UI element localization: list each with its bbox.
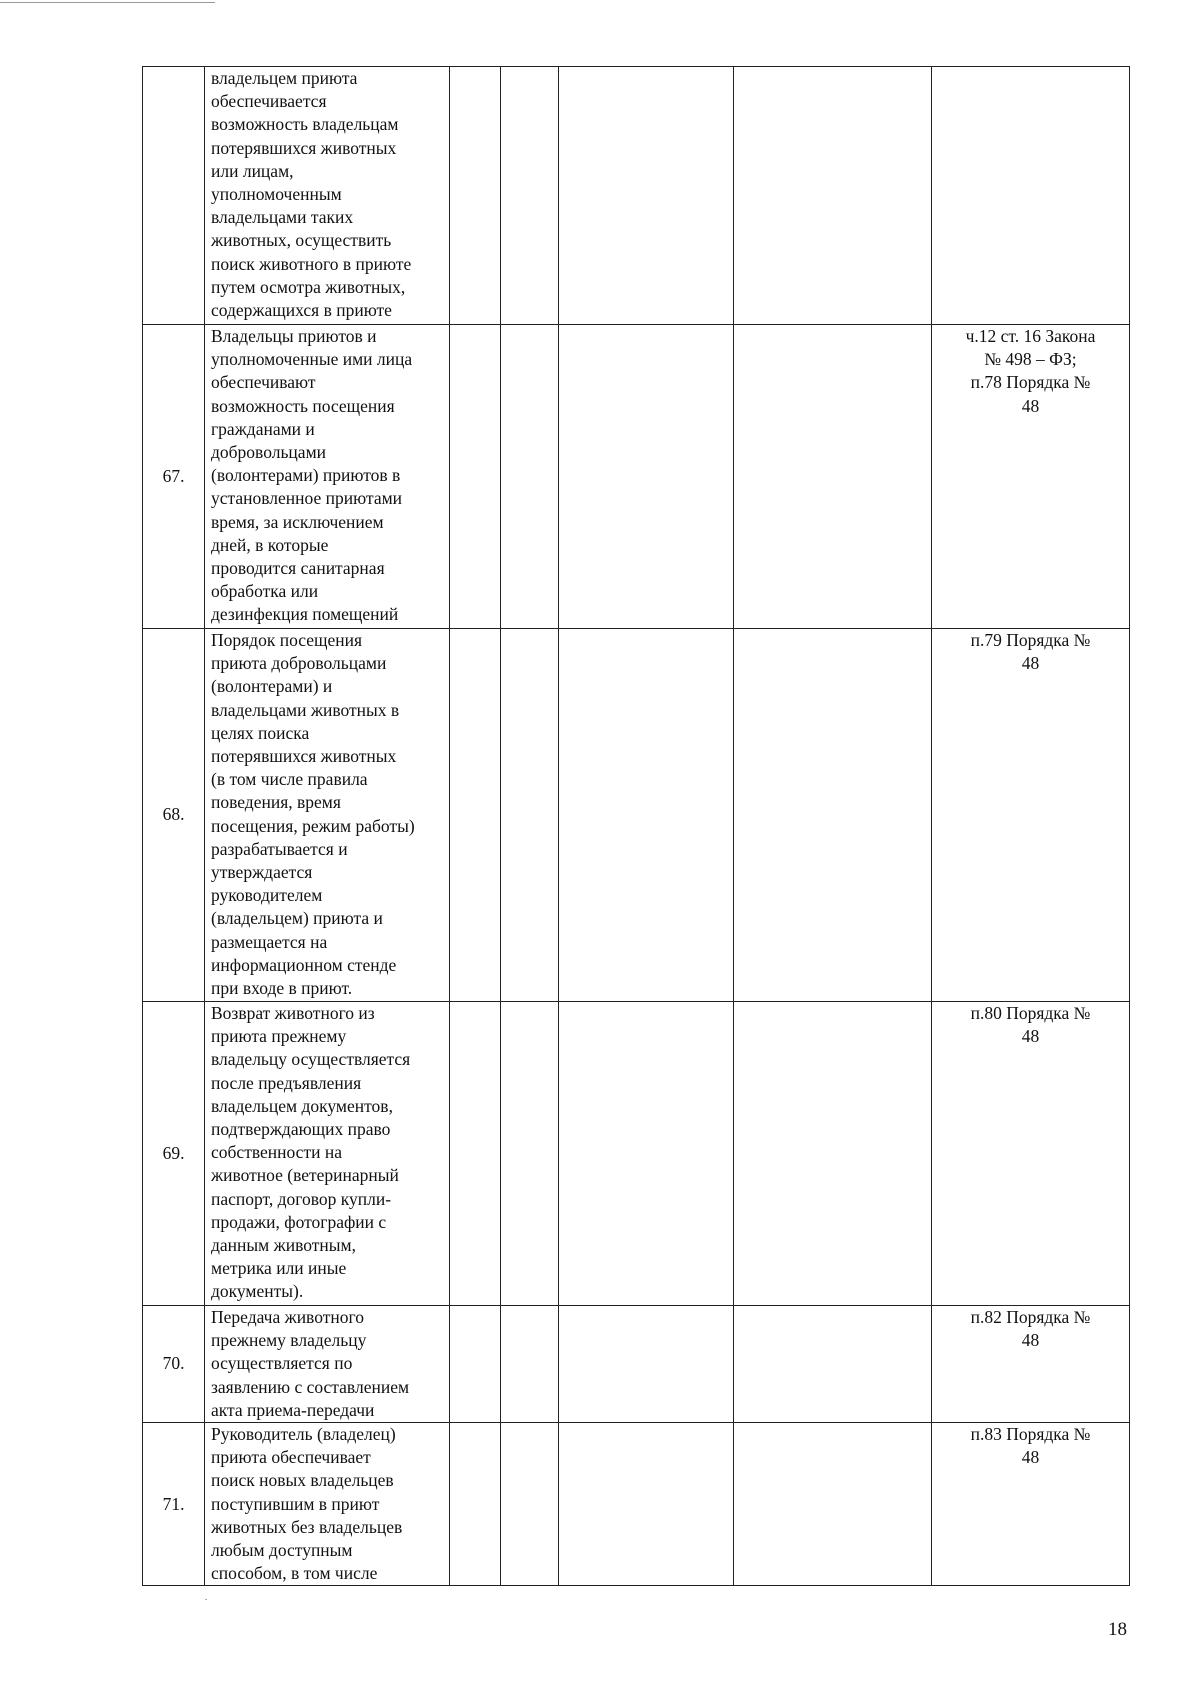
row-number xyxy=(143,67,205,325)
legal-reference: п.79 Порядка № 48 xyxy=(932,629,1130,1002)
legal-reference: п.83 Порядка № 48 xyxy=(932,1423,1130,1586)
row-number: 67. xyxy=(143,325,205,629)
legal-reference: п.80 Порядка № 48 xyxy=(932,1002,1130,1306)
row-number: 71. xyxy=(143,1423,205,1586)
empty-cell xyxy=(450,629,501,1002)
empty-cell xyxy=(559,67,734,325)
legal-reference xyxy=(932,67,1130,325)
empty-cell xyxy=(450,1423,501,1586)
table-row xyxy=(143,1423,1130,1586)
row-number: 70. xyxy=(143,1306,205,1423)
empty-cell xyxy=(734,629,932,1002)
requirement-text: Передача животного прежнему владельцу осуществляется по заявлению с составлением акта приема-передачи xyxy=(205,1306,450,1423)
empty-cell xyxy=(450,1002,501,1306)
table-row xyxy=(143,67,1130,325)
empty-cell xyxy=(734,67,932,325)
legal-reference: п.82 Порядка № 48 xyxy=(932,1306,1130,1423)
scan-mark xyxy=(205,1599,207,1600)
requirement-text: владельцем приюта обеспечивается возможность владельцам потерявшихся животных или лицам, уполномоченным владельцами таких животных, осуществить поиск животного в приюте путем осмотра животных, содержащихся в приюте xyxy=(205,67,450,325)
empty-cell xyxy=(734,1306,932,1423)
table-row xyxy=(143,1306,1130,1423)
top-rule xyxy=(0,2,215,3)
empty-cell xyxy=(559,1423,734,1586)
page-number: 18 xyxy=(1108,1619,1127,1640)
empty-cell xyxy=(501,325,559,629)
empty-cell xyxy=(501,1002,559,1306)
empty-cell xyxy=(559,1306,734,1423)
requirement-text: Руководитель (владелец) приюта обеспечивает поиск новых владельцев поступившим в приют животных без владельцев любым доступным способом, в том числе xyxy=(205,1423,450,1586)
requirement-text: Возврат животного из приюта прежнему владельцу осуществляется после предъявления владельцем документов, подтверждающих право собственности на животное (ветеринарный паспорт, договор купли- продажи, фотографии с данным животным, метрика или иные документы). xyxy=(205,1002,450,1306)
table-row xyxy=(143,1002,1130,1306)
empty-cell xyxy=(559,325,734,629)
row-number: 68. xyxy=(143,629,205,1002)
empty-cell xyxy=(501,67,559,325)
empty-cell xyxy=(559,1002,734,1306)
empty-cell xyxy=(450,67,501,325)
table-row xyxy=(143,325,1130,629)
empty-cell xyxy=(501,1423,559,1586)
empty-cell xyxy=(450,1306,501,1423)
requirement-text: Порядок посещения приюта добровольцами (волонтерами) и владельцами животных в целях поиска потерявшихся животных (в том числе правила поведения, время посещения, режим работы) разрабатывается и утверждается руководителем (владельцем) приюта и размещается на информационном стенде при входе в приют. xyxy=(205,629,450,1002)
empty-cell xyxy=(734,1002,932,1306)
requirement-text: Владельцы приютов и уполномоченные ими лица обеспечивают возможность посещения гражданами и добровольцами (волонтерами) приютов в установленное приютами время, за исключением дней, в которые проводится санитарная обработка или дезинфекция помещений xyxy=(205,325,450,629)
empty-cell xyxy=(734,325,932,629)
empty-cell xyxy=(501,629,559,1002)
empty-cell xyxy=(501,1306,559,1423)
row-number: 69. xyxy=(143,1002,205,1306)
requirements-table xyxy=(142,66,1130,1586)
empty-cell xyxy=(734,1423,932,1586)
legal-reference: ч.12 ст. 16 Закона № 498 – ФЗ; п.78 Порядка № 48 xyxy=(932,325,1130,629)
empty-cell xyxy=(450,325,501,629)
empty-cell xyxy=(559,629,734,1002)
table-row xyxy=(143,629,1130,1002)
